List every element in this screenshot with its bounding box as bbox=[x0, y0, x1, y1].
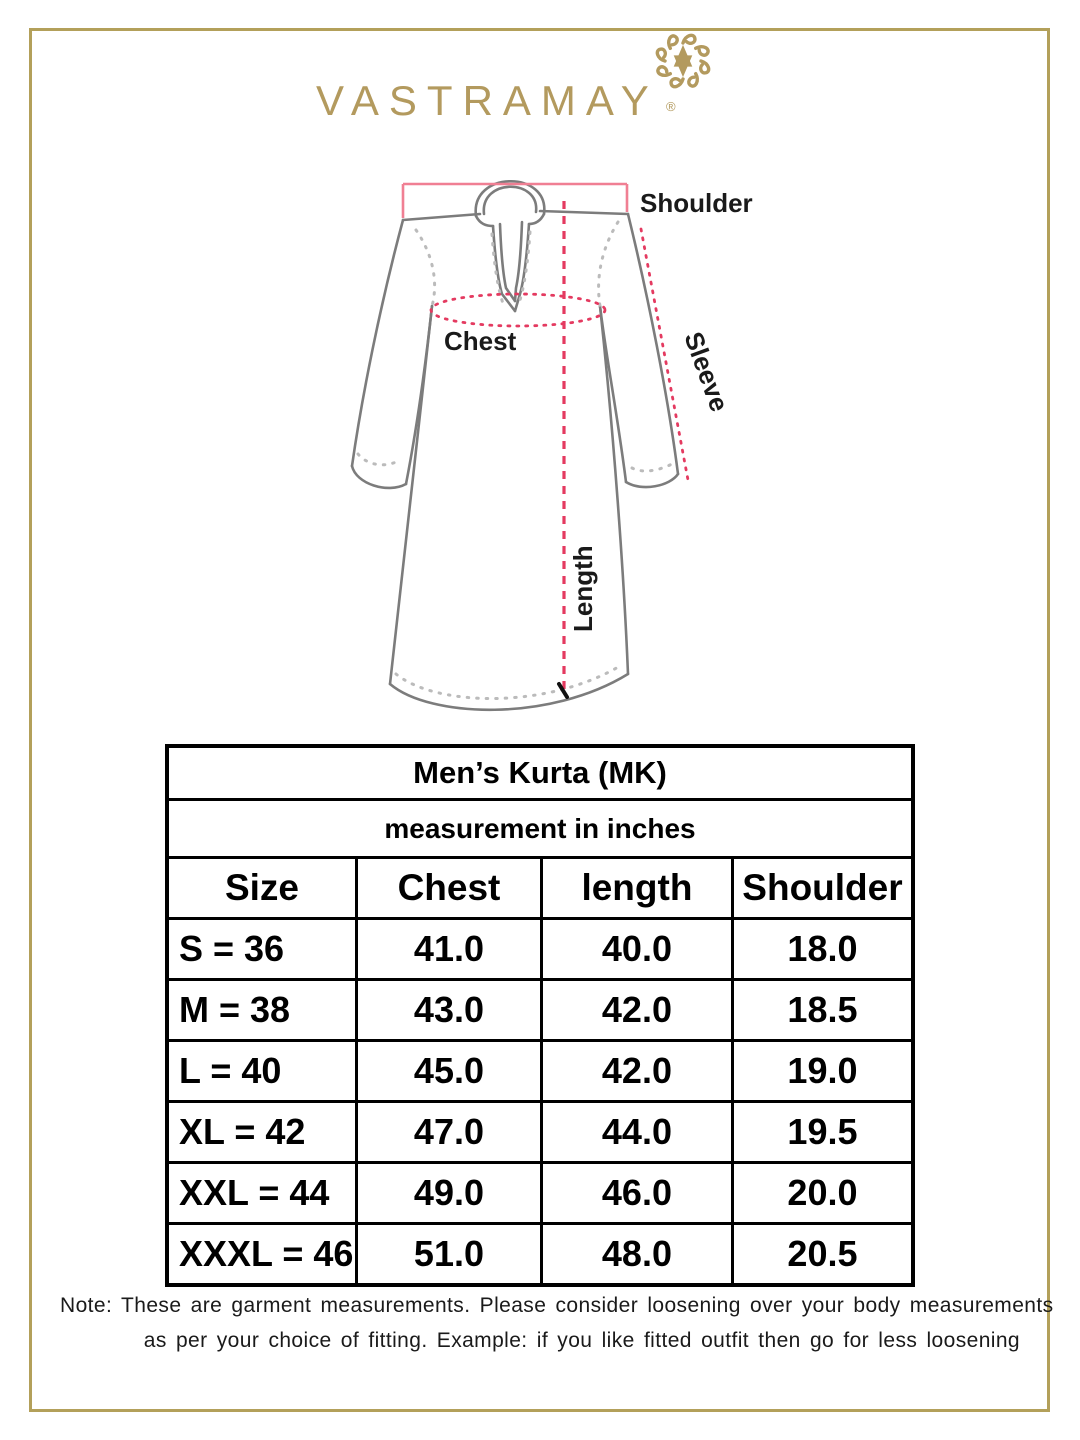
column-header-chest: Chest bbox=[356, 858, 541, 919]
column-header-shoulder: Shoulder bbox=[732, 858, 913, 919]
chest-cell: 45.0 bbox=[356, 1041, 541, 1102]
chest-cell: 47.0 bbox=[356, 1102, 541, 1163]
table-row bbox=[167, 980, 913, 1041]
length-cell: 42.0 bbox=[541, 980, 732, 1041]
chest-label: Chest bbox=[444, 326, 517, 356]
measurement-marks bbox=[403, 184, 688, 697]
size-cell: XL = 42 bbox=[167, 1102, 356, 1163]
table-row bbox=[167, 1224, 913, 1286]
length-cell: 48.0 bbox=[541, 1224, 732, 1286]
length-cell: 42.0 bbox=[541, 1041, 732, 1102]
column-header-length: length bbox=[541, 858, 732, 919]
size-cell: XXL = 44 bbox=[167, 1163, 356, 1224]
size-cell: M = 38 bbox=[167, 980, 356, 1041]
table-row bbox=[167, 1102, 913, 1163]
table-header-row bbox=[167, 858, 913, 919]
chest-cell: 43.0 bbox=[356, 980, 541, 1041]
length-label: Length bbox=[568, 545, 598, 632]
diagram-labels bbox=[444, 188, 753, 632]
kurta-outline-drawing bbox=[330, 156, 770, 746]
column-header-size: Size bbox=[167, 858, 356, 919]
table-row bbox=[167, 919, 913, 980]
sleeve-label: Sleeve bbox=[678, 327, 735, 416]
note-line-2: as per your choice of fitting. Example: if you like fitted outfit then go for less loosening bbox=[143, 1329, 1020, 1352]
table-row bbox=[167, 1041, 913, 1102]
brand-name: VASTRAMAY bbox=[316, 77, 659, 124]
chest-cell: 49.0 bbox=[356, 1163, 541, 1224]
note bbox=[60, 1294, 1054, 1353]
registered-trademark-symbol: ® bbox=[666, 99, 676, 114]
table-title: Men’s Kurta (MK) bbox=[167, 746, 913, 800]
length-cell: 40.0 bbox=[541, 919, 732, 980]
table-row bbox=[167, 1163, 913, 1224]
kurta-outline bbox=[352, 181, 678, 710]
kurta-measurement-diagram bbox=[330, 156, 770, 746]
size-cell: S = 36 bbox=[167, 919, 356, 980]
table-subtitle: measurement in inches bbox=[167, 800, 913, 858]
shoulder-cell: 18.0 bbox=[732, 919, 913, 980]
chest-cell: 51.0 bbox=[356, 1224, 541, 1286]
shoulder-cell: 18.5 bbox=[732, 980, 913, 1041]
shoulder-cell: 19.5 bbox=[732, 1102, 913, 1163]
shoulder-cell: 20.5 bbox=[732, 1224, 913, 1286]
length-cell: 44.0 bbox=[541, 1102, 732, 1163]
size-table bbox=[165, 744, 915, 1287]
brand-emblem-icon bbox=[652, 30, 714, 92]
size-cell: L = 40 bbox=[167, 1041, 356, 1102]
chest-cell: 41.0 bbox=[356, 919, 541, 980]
sleeve-measure-line bbox=[641, 229, 688, 480]
length-cell: 46.0 bbox=[541, 1163, 732, 1224]
shoulder-cell: 19.0 bbox=[732, 1041, 913, 1102]
size-cell: XXXL = 46 bbox=[167, 1224, 356, 1286]
shoulder-label: Shoulder bbox=[640, 188, 753, 218]
shoulder-cell: 20.0 bbox=[732, 1163, 913, 1224]
note-line-1: Note: These are garment measurements. Please consider loosening over your body measurements bbox=[60, 1294, 1054, 1317]
